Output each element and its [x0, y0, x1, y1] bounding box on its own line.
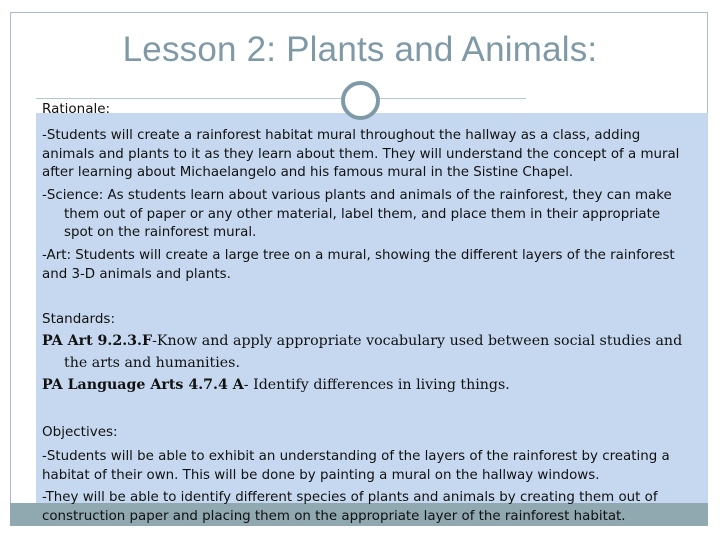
rationale-paragraph-3: -Art: Students will create a large tree on a mural, showing the different layers of the rainforest and 3-D animals and plants. — [42, 248, 675, 282]
rationale-paragraph-2: -Science: As students learn about various plants and animals of the rainforest, they can make them out of paper or any other material, label them, and place them in their appropriate spot on the rainforest mural. — [42, 188, 672, 240]
objective-2: -They will be able to identify different species of plants and animals by creating them out of construction paper and placing them on the appropriate layer of the rainforest habitat. — [42, 490, 658, 524]
objectives-heading: Objectives: — [42, 424, 118, 440]
circle-ornament-icon — [341, 81, 380, 120]
standard-text-2: - Identify differences in living things. — [243, 377, 510, 393]
slide-title: Lesson 2: Plants and Animals: — [122, 30, 598, 69]
rationale-heading: Rationale: — [42, 101, 111, 117]
standards-heading: Standards: — [42, 311, 115, 327]
standard-item-1 — [42, 330, 704, 374]
standard-text-1: -Know and apply appropriate vocabulary used between social studies and the arts and humanities. — [64, 333, 683, 371]
standard-code-2: PA Language Arts 4.7.4 A — [42, 377, 244, 393]
header-divider — [36, 98, 526, 99]
standard-code-1: PA Art 9.2.3.F — [42, 333, 153, 349]
rationale-paragraph-1: -Students will create a rainforest habitat mural throughout the hallway as a class, adding animals and plants to it as they learn about them. They will understand the concept of a mural after learning about Michaelangelo and his famous mural in the Sistine Chapel. — [42, 128, 680, 180]
objective-1: -Students will be able to exhibit an understanding of the layers of the rainforest by creating a habitat of their own. This will be done by painting a mural on the hallway windows. — [42, 449, 670, 483]
standard-item-2 — [42, 374, 682, 396]
